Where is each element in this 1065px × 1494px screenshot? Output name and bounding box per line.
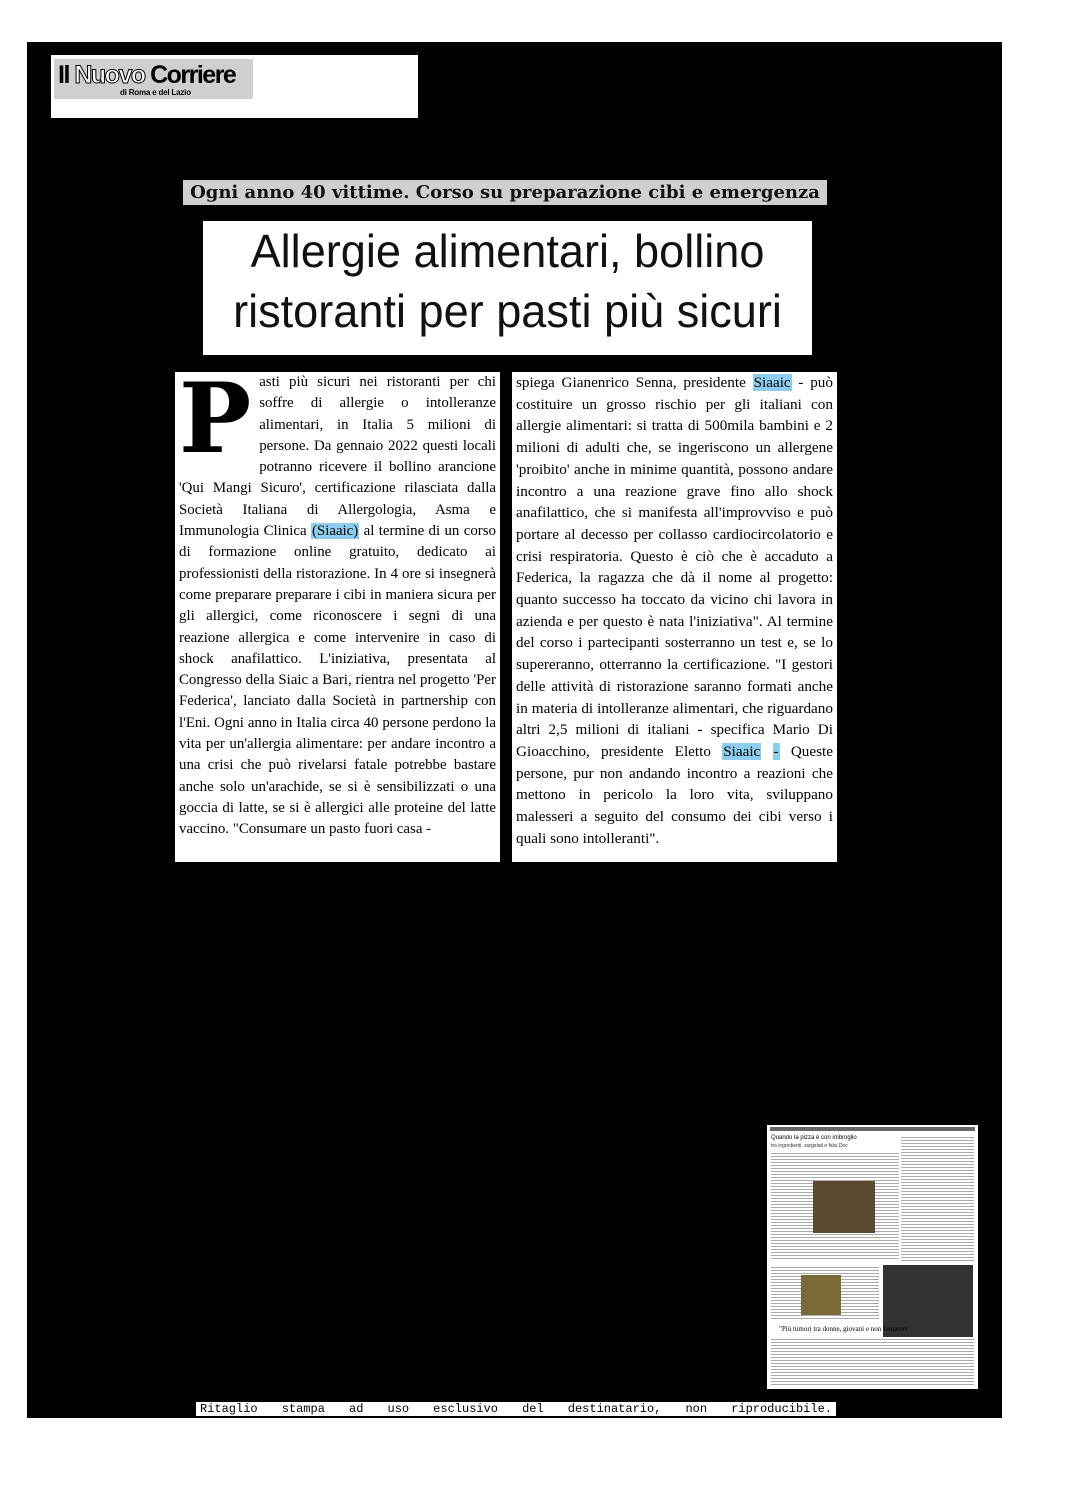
- column-right-text: [512, 372, 837, 849]
- highlight-siaaic: (Siaaic): [311, 523, 359, 540]
- logo-part-nuovo: Nuovo: [74, 61, 145, 89]
- page-thumbnail: [767, 1125, 978, 1389]
- article-headline: [203, 221, 812, 355]
- article-column-left: [175, 372, 500, 862]
- masthead-logo-box: [54, 59, 253, 99]
- col1-part-b: al termine di un corso di formazione online gratuito, dedicato ai professionisti della ristorazione. In 4 ore si insegnerà come preparare preparare i cibi in maniera sicura per gli allergici, come riconoscere i segni di una reazione allergica e come intervenire in caso di shock anafilattico. L'iniziativa, presentata al Congresso della Siaic a Bari, rientra nel progetto 'Per Federica', lanciato dalla Società in partnership con l'Eni. Ogni anno in Italia circa 40 persone perdono la vita per un'allergia alimentare: per andare incontro a una crisi che può rivelarsi fatale potrebbe bastare anche solo un'arachide, se si è sensibilizzati o una goccia di latte, se si è allergici alle proteine del latte vaccino. "Consumare un pasto fuori casa -: [179, 523, 496, 838]
- highlight-siaaic: Siaaic: [723, 742, 761, 760]
- logo-subtitle: di Roma e del Lazio: [120, 88, 191, 97]
- col2-part-c: Queste persone, pur non andando incontro a reazioni che mettono in pericolo la loro vita, sviluppano malesseri a seguito del consumo dei cibi verso i quali sono intolleranti".: [516, 742, 833, 847]
- thumbnail-top-bar: [770, 1127, 975, 1131]
- col1-part-a: asti più sicuri nei ristoranti per chi soffre di allergie o intolleranze alimentari, in Italia 5 milioni di persone. Da gennaio 2022 questi locali potranno ricevere il bollino arancione 'Qui Mangi Sicuro', certificazione rilasciata dalla Società Italiana di Allergologia, Asma e Immunologia Clinica: [179, 374, 496, 540]
- thumbnail-photo: [813, 1181, 875, 1233]
- clipping-notice: Ritaglio stampa ad uso esclusivo del destinatario, non riproducibile.: [196, 1402, 836, 1416]
- logo-part-corriere: Corriere: [144, 61, 236, 89]
- thumbnail-quote: "Più tumori tra donne, giovani e non fumatori": [779, 1325, 910, 1333]
- thumbnail-headline: Quando la pizza è con imbroglio: [771, 1135, 857, 1141]
- thumbnail-subhead: tra ingredienti, surgelati e falsi Doc: [771, 1143, 848, 1149]
- thumbnail-photo: [801, 1275, 841, 1315]
- thumbnail-text-block: [901, 1135, 974, 1261]
- col2-part-a: spiega Gianenrico Senna, presidente: [516, 374, 753, 391]
- article-kicker: Ogni anno 40 vittime. Corso su preparazione cibi e emergenza: [183, 180, 827, 205]
- column-left-text: [175, 372, 500, 841]
- highlight-dash: -: [773, 742, 779, 760]
- logo-part-il: Il: [58, 61, 75, 89]
- newspaper-logo: [58, 61, 235, 90]
- newspaper-masthead: [51, 55, 418, 118]
- thumbnail-text-block: [771, 1337, 974, 1387]
- drop-cap: P: [179, 372, 252, 475]
- headline-line-2: ristoranti per pasti più sicuri: [233, 285, 782, 337]
- article-column-right: [512, 372, 837, 862]
- headline-line-1: Allergie alimentari, bollino: [250, 225, 765, 277]
- col2-part-b: - può costituire un grosso rischio per gli italiani con allergie alimentari: si tratta di 500mila bambini e 2 milioni di adulti che, se ingeriscono un allergene 'proibito' anche in minime quantità, possono andare incontro a una reazione grave fino allo shock anafilattico, che si manifesta all'improvviso e può portare al decesso per collasso cardiocircolatorio e crisi respiratoria. Questo è ciò che è accaduto a Federica, la ragazza che dà il nome al progetto: quanto successo ha toccato da vicino chi lavora in azienda e per questo è nata l'iniziativa". Al termine del corso i partecipanti sosterranno un test e, se lo supereranno, otterranno la certificazione. "I gestori delle attività di ristorazione saranno formati anche in materia di intolleranze alimentari, che riguardano altri 2,5 milioni di italiani - specifica Mario Di Gioacchino, presidente Eletto: [516, 374, 833, 760]
- highlight-siaaic: Siaaic: [753, 374, 791, 391]
- thumbnail-article-box: [883, 1265, 973, 1345]
